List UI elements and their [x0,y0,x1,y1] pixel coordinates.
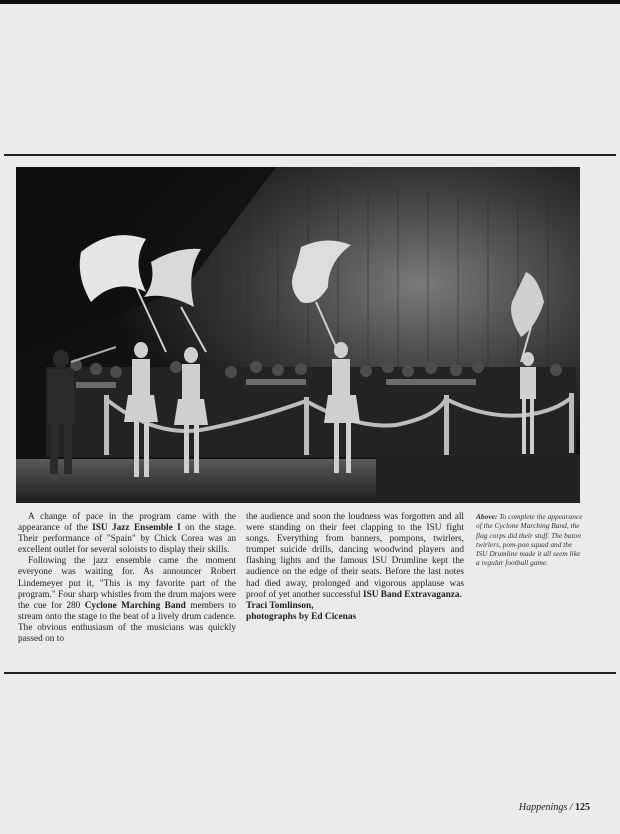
p2-text-end: members to stream onto the stage to the beat of a lively drum cadence. The obvious enthusiasm of the musicians was quickly passed on to [18,600,236,645]
page-number: 125 [575,802,590,813]
p1-text-start: A change of pace in the program came with the appearance of the [18,512,236,534]
photo-illustration [16,167,580,503]
p2-text-start: Following the jazz ensemble came the moment everyone was waiting for. As announcer Robert Lindemeyer put it, "This is my favorite part of the program." Four sharp whistles from the drum majors were the cue for 280 [18,556,236,611]
paragraph-3 [246,512,464,601]
marching-band-name: Cyclone Marching Band [84,600,186,611]
top-rule [4,154,616,156]
bottom-rule [4,672,616,674]
folio-section: Happenings [518,802,568,813]
paragraph-1 [18,512,236,556]
flag-corps-photo [16,167,580,503]
extravaganza-name: ISU Band Extravaganza. [362,589,462,600]
byline-author: Traci Tomlinson, [246,600,314,611]
article-column-1 [18,512,236,645]
paragraph-2 [18,556,236,645]
article-column-2 [246,512,464,623]
jazz-ensemble-name: ISU Jazz Ensemble I [92,523,181,534]
page-folio [519,802,590,813]
p3-text-start: the audience and soon the loudness was forgotten and all were standing on their feet clapping to the ISU fight songs. Everything from banners, pompons, twirlers, trumpet suicide drills, dancing woodwind players and flashing lights and the famous ISU Drumline kept the audience on the edge of their seats. Before the last notes had died away, prolonged and vigorous applause was proof of yet another successful [246,512,464,600]
caption-lead: Above: [476,512,498,521]
caption-text: To complete the appearance of the Cyclone Marching Band, the flag corps did their stuff. The baton twirlers, pom-pon squad and the ISU Drumline made it all seem like a regular football game. [476,512,583,568]
byline-photographer: photographs by Ed Cicenas [246,611,357,622]
folio-separator: / [567,802,575,813]
p1-text-end: on the stage. Their performance of "Spain" by Chick Corea was an excellent outlet for several soloists to display their skills. [18,523,236,556]
byline [246,601,464,623]
photo-caption [476,512,584,568]
